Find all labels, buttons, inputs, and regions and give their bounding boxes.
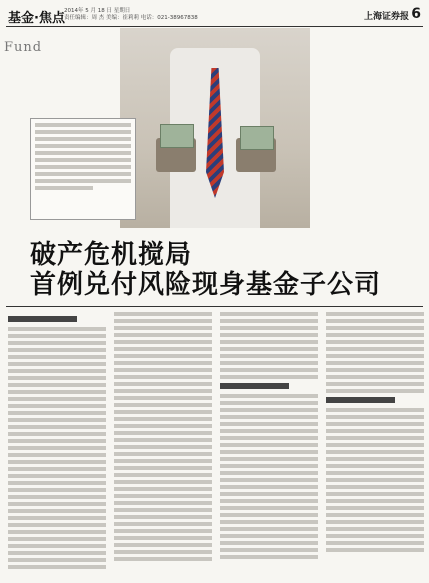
- paper-name: 上海证券报: [363, 12, 409, 22]
- text-line: [326, 375, 424, 379]
- text-line: [220, 471, 318, 475]
- text-line: [326, 548, 424, 552]
- section-logo: 基金·焦点: [8, 11, 65, 26]
- text-line: [220, 354, 318, 358]
- text-line: [8, 474, 106, 478]
- text-line: [220, 478, 318, 482]
- text-line: [8, 537, 106, 541]
- text-line: [8, 558, 106, 562]
- text-line: [8, 327, 106, 331]
- text-line: [220, 464, 318, 468]
- summary-line: [35, 158, 131, 162]
- text-line: [220, 429, 318, 433]
- text-line: [114, 557, 212, 561]
- text-line: [220, 506, 318, 510]
- text-line: [8, 397, 106, 401]
- text-line: [114, 368, 212, 372]
- text-line: [220, 527, 318, 531]
- text-line: [8, 334, 106, 338]
- text-line: [8, 425, 106, 429]
- masthead: [6, 6, 423, 27]
- summary-line: [35, 123, 131, 127]
- text-line: [8, 509, 106, 513]
- text-line: [8, 530, 106, 534]
- headline-block: [30, 240, 410, 300]
- text-line: [114, 473, 212, 477]
- text-line: [326, 436, 424, 440]
- text-line: [326, 464, 424, 468]
- text-line: [326, 534, 424, 538]
- text-line: [326, 541, 424, 545]
- text-line: [8, 467, 106, 471]
- summary-line: [35, 165, 131, 169]
- text-line: [8, 502, 106, 506]
- text-line: [220, 408, 318, 412]
- text-line: [326, 520, 424, 524]
- text-line: [326, 527, 424, 531]
- text-line: [326, 415, 424, 419]
- text-line: [114, 536, 212, 540]
- headline-line-1: 破产危机搅局: [30, 240, 193, 270]
- text-line: [114, 452, 212, 456]
- text-line: [326, 499, 424, 503]
- text-line: [220, 312, 318, 316]
- text-line: [326, 457, 424, 461]
- text-line: [220, 555, 318, 559]
- masthead-editors: 责任编辑：周 杰 美编：崔莉莉 电话：021-38967838: [64, 15, 198, 21]
- text-line: [114, 347, 212, 351]
- text-line: [326, 361, 424, 365]
- text-line: [326, 471, 424, 475]
- text-line: [220, 450, 318, 454]
- headline-line-2: 首例兑付风险现身基金子公司: [30, 270, 382, 300]
- text-line: [220, 340, 318, 344]
- text-line: [326, 450, 424, 454]
- text-line: [220, 443, 318, 447]
- text-line: [326, 368, 424, 372]
- text-line: [8, 390, 106, 394]
- summary-line: [35, 172, 131, 176]
- text-line: [326, 422, 424, 426]
- text-line: [8, 551, 106, 555]
- text-line: [114, 529, 212, 533]
- text-line: [114, 410, 212, 414]
- text-line: [8, 516, 106, 520]
- text-line: [8, 544, 106, 548]
- subheading: [8, 316, 77, 322]
- text-line: [114, 375, 212, 379]
- text-line: [114, 326, 212, 330]
- text-line: [326, 312, 424, 316]
- text-line: [326, 513, 424, 517]
- text-line: [220, 436, 318, 440]
- text-line: [220, 375, 318, 379]
- subheading: [326, 397, 395, 403]
- summary-line: [35, 130, 131, 134]
- text-line: [114, 389, 212, 393]
- text-line: [220, 520, 318, 524]
- text-line: [114, 403, 212, 407]
- text-line: [220, 457, 318, 461]
- text-line: [8, 432, 106, 436]
- text-line: [8, 523, 106, 527]
- text-line: [326, 340, 424, 344]
- text-line: [326, 389, 424, 393]
- text-line: [114, 550, 212, 554]
- text-line: [326, 492, 424, 496]
- summary-line: [35, 179, 131, 183]
- text-line: [8, 565, 106, 569]
- text-line: [114, 543, 212, 547]
- text-line: [326, 506, 424, 510]
- text-line: [220, 499, 318, 503]
- text-line: [326, 429, 424, 433]
- text-line: [8, 404, 106, 408]
- text-line: [114, 494, 212, 498]
- text-line: [114, 466, 212, 470]
- masthead-date: 2014年 5 月 18 日 星期日: [64, 8, 131, 14]
- article-column-4: [326, 312, 424, 578]
- text-line: [220, 541, 318, 545]
- text-line: [220, 422, 318, 426]
- summary-line: [35, 144, 131, 148]
- text-line: [114, 319, 212, 323]
- text-line: [220, 415, 318, 419]
- text-line: [326, 354, 424, 358]
- text-line: [220, 401, 318, 405]
- text-line: [220, 513, 318, 517]
- text-line: [8, 481, 106, 485]
- text-line: [220, 361, 318, 365]
- text-line: [114, 354, 212, 358]
- text-line: [8, 341, 106, 345]
- text-line: [114, 487, 212, 491]
- text-line: [114, 459, 212, 463]
- text-line: [114, 396, 212, 400]
- text-line: [326, 347, 424, 351]
- text-line: [220, 485, 318, 489]
- text-line: [220, 534, 318, 538]
- text-line: [8, 355, 106, 359]
- text-line: [114, 382, 212, 386]
- text-line: [8, 453, 106, 457]
- text-line: [114, 312, 212, 316]
- text-line: [220, 394, 318, 398]
- summary-line: [35, 137, 131, 141]
- text-line: [8, 376, 106, 380]
- text-line: [8, 439, 106, 443]
- text-line: [326, 408, 424, 412]
- feature-photo: [120, 28, 310, 228]
- page-number: 6: [411, 6, 421, 22]
- text-line: [326, 443, 424, 447]
- article-column-1: [8, 312, 106, 578]
- divider-rule: [6, 306, 423, 307]
- text-line: [8, 411, 106, 415]
- text-line: [8, 418, 106, 422]
- text-line: [114, 424, 212, 428]
- summary-line: [35, 186, 93, 190]
- text-line: [114, 445, 212, 449]
- text-line: [114, 508, 212, 512]
- text-line: [114, 522, 212, 526]
- section-english-label: Fund: [4, 40, 43, 55]
- photo-banknote-right: [240, 126, 274, 150]
- photo-banknote-left: [160, 124, 194, 148]
- text-line: [220, 347, 318, 351]
- text-line: [114, 417, 212, 421]
- text-line: [220, 492, 318, 496]
- text-line: [114, 361, 212, 365]
- text-line: [220, 548, 318, 552]
- article-column-2: [114, 312, 212, 578]
- text-line: [8, 495, 106, 499]
- text-line: [326, 382, 424, 386]
- text-line: [326, 319, 424, 323]
- text-line: [220, 326, 318, 330]
- text-line: [114, 501, 212, 505]
- text-line: [8, 460, 106, 464]
- text-line: [8, 383, 106, 387]
- lead-summary-box: [30, 118, 136, 220]
- text-line: [114, 480, 212, 484]
- text-line: [326, 333, 424, 337]
- text-line: [8, 488, 106, 492]
- text-line: [220, 319, 318, 323]
- text-line: [8, 369, 106, 373]
- text-line: [220, 368, 318, 372]
- text-line: [8, 446, 106, 450]
- text-line: [326, 326, 424, 330]
- summary-line: [35, 151, 131, 155]
- masthead-info: [64, 8, 198, 22]
- text-line: [220, 333, 318, 337]
- text-line: [114, 438, 212, 442]
- text-line: [326, 478, 424, 482]
- text-line: [114, 515, 212, 519]
- article-column-3: [220, 312, 318, 578]
- subheading: [220, 383, 289, 389]
- text-line: [8, 348, 106, 352]
- text-line: [114, 431, 212, 435]
- text-line: [326, 485, 424, 489]
- text-line: [114, 333, 212, 337]
- text-line: [114, 340, 212, 344]
- text-line: [8, 362, 106, 366]
